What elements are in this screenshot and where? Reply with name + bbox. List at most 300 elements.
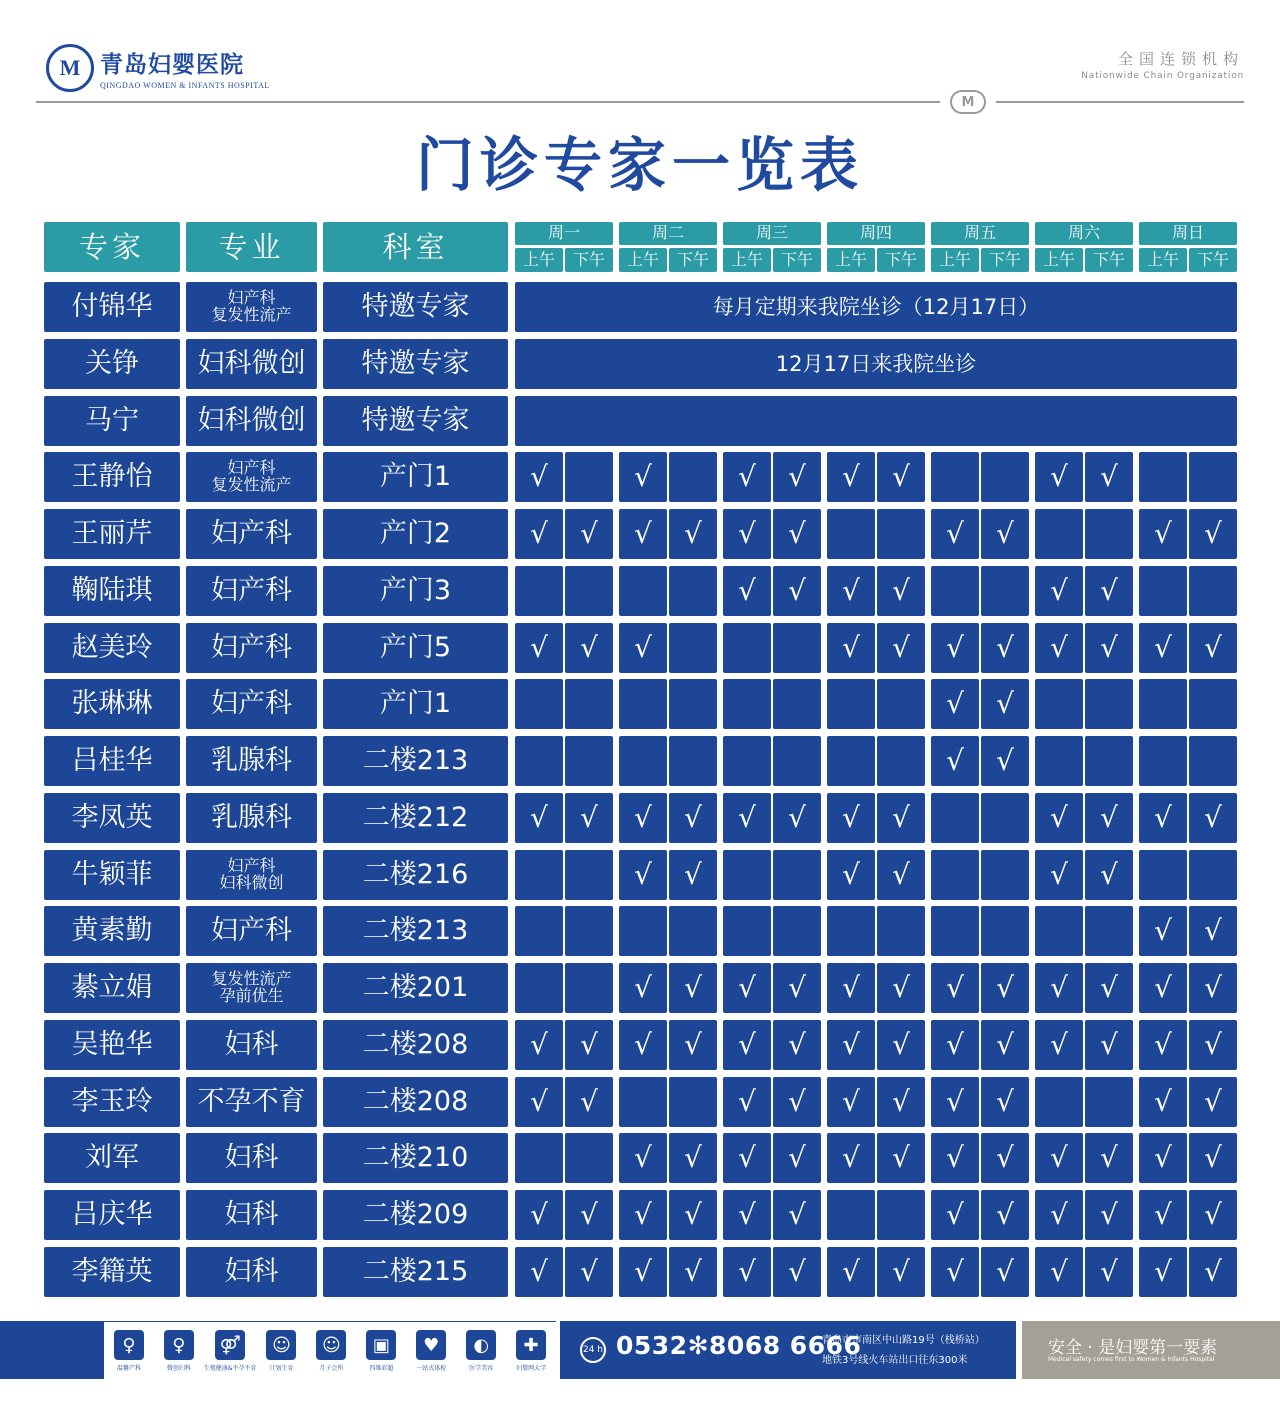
slot-cell [619, 906, 667, 956]
slot-cell [669, 566, 717, 616]
chain-label-en: Nationwide Chain Organization [1081, 71, 1244, 81]
expert-name: 王静怡 [44, 452, 180, 502]
nurse-icon: ✚ [516, 1330, 546, 1360]
header-am: 上午 [931, 248, 979, 272]
slot-cell [515, 793, 563, 843]
slot-cell [981, 963, 1029, 1013]
slot-cell [981, 1247, 1029, 1297]
check-icon: √ [996, 1198, 1014, 1232]
slot-cell [1085, 1247, 1133, 1297]
slot-cell [1085, 850, 1133, 900]
expert-room: 特邀专家 [323, 282, 508, 332]
slot-cell [669, 1077, 717, 1127]
check-icon: √ [996, 517, 1014, 551]
slot-cell [1139, 509, 1187, 559]
slot-cell [827, 1133, 875, 1183]
logo-mark-icon: M [46, 44, 94, 92]
check-icon: √ [1204, 801, 1222, 835]
check-icon: √ [738, 1028, 756, 1062]
check-icon: √ [996, 1141, 1014, 1175]
slot-cell [877, 963, 925, 1013]
check-icon: √ [892, 1141, 910, 1175]
slot-cell [565, 1077, 613, 1127]
specialty-line: 妇产科 [227, 288, 276, 308]
couple-icon: ⚤ [215, 1330, 245, 1360]
expert-name: 刘军 [44, 1133, 180, 1183]
address: 青岛市市南区中山路19号（栈桥站） [822, 1335, 985, 1346]
check-icon: √ [842, 801, 860, 835]
header-expert: 专家 [44, 222, 180, 272]
check-icon: √ [530, 1198, 548, 1232]
slot-cell [877, 509, 925, 559]
slot-cell [981, 509, 1029, 559]
expert-room: 产门3 [323, 566, 508, 616]
slot-cell [565, 509, 613, 559]
expert-room: 二楼208 [323, 1020, 508, 1070]
page-title: 门诊专家一览表 [415, 131, 864, 199]
slot-cell [723, 566, 771, 616]
slot-cell [877, 1247, 925, 1297]
slot-cell [877, 679, 925, 729]
check-icon: √ [634, 631, 652, 665]
slot-cell [619, 793, 667, 843]
slot-cell [981, 850, 1029, 900]
logo-name-cn: 青岛妇婴医院 [100, 51, 244, 78]
service-label: 一站式体检 [416, 1365, 447, 1372]
check-icon: √ [842, 1085, 860, 1119]
slot-cell [1189, 566, 1237, 616]
slot-cell [565, 1133, 613, 1183]
slot-cell [723, 679, 771, 729]
check-icon: √ [1154, 1085, 1172, 1119]
ultrasound-icon: ▣ [366, 1330, 396, 1360]
slot-cell [1189, 452, 1237, 502]
slot-cell [827, 793, 875, 843]
slot-cell [515, 1077, 563, 1127]
check-icon: √ [996, 1255, 1014, 1289]
check-icon: √ [1050, 971, 1068, 1005]
check-icon: √ [530, 1085, 548, 1119]
check-icon: √ [580, 1085, 598, 1119]
header-am: 上午 [619, 248, 667, 272]
slot-cell [515, 1247, 563, 1297]
check-icon: √ [1204, 1028, 1222, 1062]
slot-cell [619, 1020, 667, 1070]
service-label: 医学美容 [469, 1365, 494, 1372]
slot-cell [619, 1077, 667, 1127]
slot-cell [931, 1247, 979, 1297]
slot-cell [931, 1020, 979, 1070]
expert-room: 二楼213 [323, 736, 508, 786]
slot-cell [827, 1077, 875, 1127]
check-icon: √ [1154, 971, 1172, 1005]
check-icon: √ [1100, 460, 1118, 494]
slot-cell [1189, 623, 1237, 673]
schedule-note [515, 396, 1237, 446]
slot-cell [515, 1190, 563, 1240]
slot-cell [1139, 1190, 1187, 1240]
pregnant-icon: ♀ [114, 1330, 144, 1360]
check-icon: √ [1100, 1255, 1118, 1289]
chain-label [1081, 48, 1244, 81]
expert-room: 二楼216 [323, 850, 508, 900]
check-icon: √ [788, 1198, 806, 1232]
check-icon: √ [1204, 631, 1222, 665]
slot-cell [981, 736, 1029, 786]
check-icon: √ [580, 517, 598, 551]
check-icon: √ [580, 801, 598, 835]
slot-cell [723, 850, 771, 900]
slot-cell [669, 1020, 717, 1070]
slot-cell [773, 850, 821, 900]
service-label: 生殖健康&不孕不育 [203, 1365, 257, 1372]
service-item [456, 1322, 506, 1380]
check-icon: √ [634, 460, 652, 494]
slot-cell [1189, 850, 1237, 900]
expert-name: 关铮 [44, 339, 180, 389]
check-icon: √ [892, 631, 910, 665]
specialty-line: 妇科 [224, 1028, 279, 1060]
expert-specialty [186, 509, 317, 559]
slot-cell [669, 850, 717, 900]
expert-specialty [186, 850, 317, 900]
expert-name: 李玉玲 [44, 1077, 180, 1127]
slot-cell [931, 850, 979, 900]
schedule-note: 每月定期来我院坐诊（12月17日） [515, 282, 1237, 332]
check-icon: √ [1154, 914, 1172, 948]
check-icon: √ [684, 1198, 702, 1232]
check-icon: √ [842, 631, 860, 665]
gynecology-icon: ♀ [164, 1330, 194, 1360]
slot-cell [773, 679, 821, 729]
check-icon: √ [996, 744, 1014, 778]
slot-cell [827, 452, 875, 502]
slot-cell [981, 1077, 1029, 1127]
check-icon: √ [1050, 1255, 1068, 1289]
slot-cell [877, 452, 925, 502]
specialty-line: 妇产科 [211, 517, 292, 549]
slot-cell [1139, 736, 1187, 786]
slot-cell [1085, 623, 1133, 673]
slot-cell [723, 1190, 771, 1240]
check-icon: √ [946, 517, 964, 551]
check-icon: √ [738, 574, 756, 608]
slot-cell [981, 452, 1029, 502]
slot-cell [619, 623, 667, 673]
slot-cell [515, 623, 563, 673]
check-icon: √ [580, 1028, 598, 1062]
slot-cell [877, 1020, 925, 1070]
header-day: 周四 [827, 222, 925, 245]
check-icon: √ [738, 1255, 756, 1289]
header-room: 科室 [323, 222, 508, 272]
header-pm: 下午 [1189, 248, 1237, 272]
check-icon: √ [634, 971, 652, 1005]
expert-room: 二楼201 [323, 963, 508, 1013]
header-day: 周日 [1139, 222, 1237, 245]
check-icon: √ [684, 1141, 702, 1175]
check-icon: √ [946, 1085, 964, 1119]
expert-name: 李籍英 [44, 1247, 180, 1297]
slot-cell [619, 566, 667, 616]
expert-specialty [186, 339, 317, 389]
check-icon: √ [788, 1028, 806, 1062]
check-icon: √ [996, 687, 1014, 721]
check-icon: √ [1204, 914, 1222, 948]
expert-specialty [186, 1247, 317, 1297]
specialty-line: 妇产科 [211, 574, 292, 606]
check-icon: √ [1050, 460, 1068, 494]
check-icon: √ [530, 631, 548, 665]
slot-cell [669, 679, 717, 729]
slot-cell [723, 736, 771, 786]
check-icon: √ [946, 1141, 964, 1175]
slot-cell [1035, 963, 1083, 1013]
expert-name: 鞠陆琪 [44, 566, 180, 616]
check-icon: √ [634, 801, 652, 835]
slot-cell [669, 736, 717, 786]
header-pm: 下午 [1085, 248, 1133, 272]
check-icon: √ [580, 1255, 598, 1289]
slot-cell [1139, 623, 1187, 673]
slot-cell [931, 509, 979, 559]
schedule-note: 12月17日来我院坐诊 [515, 339, 1237, 389]
check-icon: √ [1050, 858, 1068, 892]
slot-cell [723, 963, 771, 1013]
slot-cell [1139, 850, 1187, 900]
header-divider-left [36, 101, 940, 103]
slot-cell [1085, 452, 1133, 502]
slot-cell [669, 623, 717, 673]
slot-cell [1139, 906, 1187, 956]
expert-name: 马宁 [44, 396, 180, 446]
check-icon: √ [1100, 801, 1118, 835]
check-icon: √ [530, 1255, 548, 1289]
check-icon: √ [946, 687, 964, 721]
slot-cell [981, 1020, 1029, 1070]
check-icon: √ [684, 1028, 702, 1062]
header-day: 周三 [723, 222, 821, 245]
slot-cell [669, 906, 717, 956]
check-icon: √ [842, 858, 860, 892]
slot-cell [565, 1190, 613, 1240]
check-icon: √ [1050, 574, 1068, 608]
beauty-icon: ◐ [466, 1330, 496, 1360]
slot-cell [1189, 679, 1237, 729]
slot-cell [931, 1077, 979, 1127]
service-label: 计划生育 [269, 1365, 294, 1372]
header-am: 上午 [723, 248, 771, 272]
slot-cell [773, 452, 821, 502]
check-icon: √ [842, 971, 860, 1005]
slot-cell [1085, 566, 1133, 616]
slot-cell [981, 1190, 1029, 1240]
slot-cell [931, 736, 979, 786]
slot-cell [877, 906, 925, 956]
expert-room: 二楼212 [323, 793, 508, 843]
specialty-line: 妇产科 [227, 856, 276, 876]
slot-cell [1085, 793, 1133, 843]
expert-room: 产门1 [323, 679, 508, 729]
slot-cell [1139, 1133, 1187, 1183]
check-icon: √ [892, 1255, 910, 1289]
footer-slogan [1022, 1321, 1280, 1379]
slot-cell [1139, 963, 1187, 1013]
check-icon: √ [788, 1255, 806, 1289]
slot-cell [773, 1020, 821, 1070]
expert-specialty [186, 906, 317, 956]
expert-room: 二楼208 [323, 1077, 508, 1127]
expert-specialty [186, 566, 317, 616]
expert-specialty [186, 963, 317, 1013]
check-icon: √ [892, 1085, 910, 1119]
check-icon: √ [1154, 1028, 1172, 1062]
slot-cell [1139, 1247, 1187, 1297]
slot-cell [723, 906, 771, 956]
expert-specialty [186, 452, 317, 502]
check-icon: √ [842, 1028, 860, 1062]
slot-cell [565, 736, 613, 786]
slot-cell [1035, 623, 1083, 673]
slot-cell [877, 793, 925, 843]
check-icon: √ [634, 517, 652, 551]
24h-icon: 24 h [580, 1337, 606, 1363]
expert-specialty [186, 623, 317, 673]
check-icon: √ [842, 1255, 860, 1289]
check-icon: √ [580, 631, 598, 665]
slot-cell [1085, 1133, 1133, 1183]
slot-cell [723, 1020, 771, 1070]
slot-cell [619, 452, 667, 502]
slot-cell [827, 1190, 875, 1240]
slot-cell [877, 566, 925, 616]
slot-cell [619, 509, 667, 559]
check-icon: √ [1050, 1028, 1068, 1062]
slot-cell [1189, 736, 1237, 786]
slot-cell [1085, 509, 1133, 559]
specialty-line: 不孕不育 [197, 1085, 306, 1117]
check-icon: √ [946, 744, 964, 778]
slot-cell [1189, 963, 1237, 1013]
expert-room: 二楼210 [323, 1133, 508, 1183]
check-icon: √ [738, 1198, 756, 1232]
slot-cell [1085, 1077, 1133, 1127]
slot-cell [773, 736, 821, 786]
slot-cell [981, 566, 1029, 616]
check-icon: √ [634, 1198, 652, 1232]
slot-cell [1085, 736, 1133, 786]
check-icon: √ [634, 1255, 652, 1289]
slot-cell [931, 906, 979, 956]
check-icon: √ [1154, 801, 1172, 835]
expert-room: 二楼209 [323, 1190, 508, 1240]
check-icon: √ [738, 460, 756, 494]
slot-cell [827, 566, 875, 616]
check-icon: √ [996, 1028, 1014, 1062]
check-icon: √ [1050, 801, 1068, 835]
specialty-line: 妇科 [224, 1198, 279, 1230]
slot-cell [931, 1190, 979, 1240]
check-icon: √ [1100, 1141, 1118, 1175]
check-icon: √ [634, 858, 652, 892]
slot-cell [1189, 1247, 1237, 1297]
slot-cell [1035, 906, 1083, 956]
check-icon: √ [892, 574, 910, 608]
slot-cell [669, 1247, 717, 1297]
expert-specialty [186, 282, 317, 332]
header-am: 上午 [515, 248, 563, 272]
slot-cell [565, 623, 613, 673]
slot-cell [773, 793, 821, 843]
check-icon: √ [1154, 1198, 1172, 1232]
check-icon: √ [1204, 1255, 1222, 1289]
slot-cell [981, 623, 1029, 673]
expert-room: 特邀专家 [323, 396, 508, 446]
expert-specialty [186, 679, 317, 729]
specialty-line: 孕前优生 [219, 986, 284, 1005]
check-icon: √ [1154, 631, 1172, 665]
expert-specialty [186, 1133, 317, 1183]
slot-cell [1035, 1020, 1083, 1070]
slot-cell [619, 1247, 667, 1297]
slot-cell [1035, 793, 1083, 843]
check-icon: √ [738, 1141, 756, 1175]
slot-cell [1139, 679, 1187, 729]
slot-cell [1139, 566, 1187, 616]
slot-cell [1189, 1133, 1237, 1183]
check-icon: √ [530, 517, 548, 551]
check-icon: √ [530, 460, 548, 494]
check-icon: √ [1100, 574, 1118, 608]
service-label: 四维彩超 [369, 1365, 394, 1372]
check-icon: √ [892, 460, 910, 494]
slot-cell [773, 1077, 821, 1127]
slot-cell [669, 1190, 717, 1240]
slot-cell [877, 736, 925, 786]
slot-cell [1085, 963, 1133, 1013]
specialty-line: 复发性流产 [211, 475, 292, 494]
hospital-logo [46, 44, 270, 92]
slot-cell [619, 850, 667, 900]
slot-cell [565, 566, 613, 616]
slot-cell [827, 850, 875, 900]
check-icon: √ [738, 517, 756, 551]
slot-cell [931, 623, 979, 673]
slot-cell [1085, 1020, 1133, 1070]
check-icon: √ [738, 1085, 756, 1119]
check-icon: √ [634, 1028, 652, 1062]
expert-specialty [186, 736, 317, 786]
slot-cell [1035, 850, 1083, 900]
check-icon: √ [788, 517, 806, 551]
slot-cell [565, 1020, 613, 1070]
slot-cell [931, 793, 979, 843]
check-icon: √ [530, 1028, 548, 1062]
specialty-line: 复发性流产 [211, 305, 292, 324]
check-icon: √ [892, 858, 910, 892]
slogan-cn: 安全 · 是妇婴第一要素 [1048, 1338, 1218, 1358]
slot-cell [773, 1247, 821, 1297]
specialty-line: 妇科微创 [197, 347, 306, 379]
slogan-en: Medical safety comes first to Women & Infants Hospital [1048, 1356, 1215, 1363]
expert-specialty [186, 793, 317, 843]
expert-name: 王丽芹 [44, 509, 180, 559]
check-icon: √ [530, 801, 548, 835]
slot-cell [827, 509, 875, 559]
expert-room: 二楼213 [323, 906, 508, 956]
header-day: 周六 [1035, 222, 1133, 245]
slot-cell [981, 679, 1029, 729]
